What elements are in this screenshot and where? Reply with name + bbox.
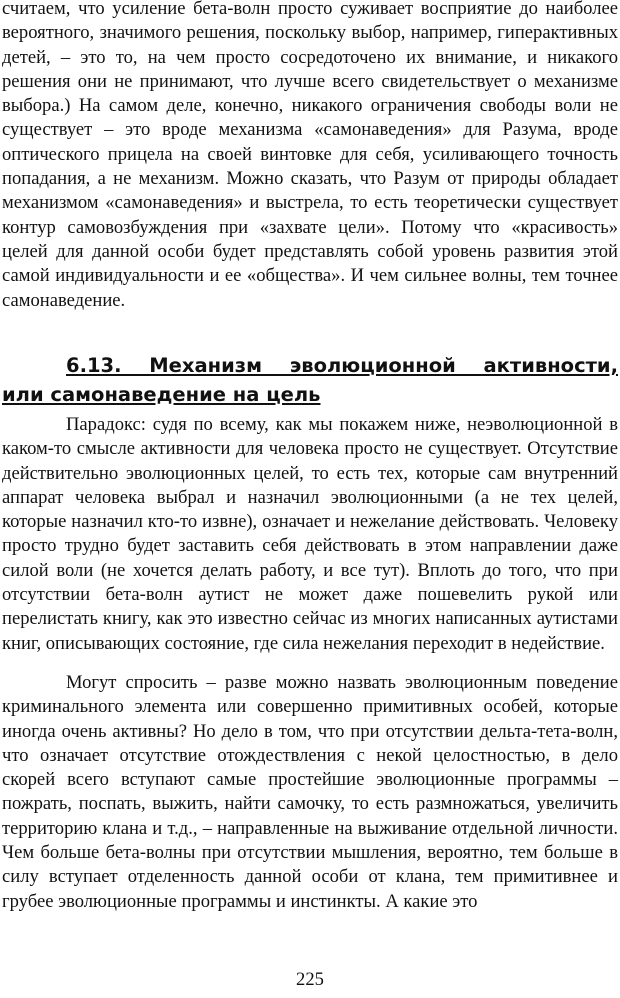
paragraph-intro: считаем, что усиление бета-волн просто суживает восприятие до наиболее вероятного, значимого решения, поскольку выбор, например, гиперактивных детей, – это то, на чем просто сосредоточено их внимание, и никакого решения они не принимают, что лучше всего свидетельствует о механизме выбора.) На самом деле, конечно, никакого ограничения свободы воли не существует – это вроде механизма «самонаведения» для Разума, вроде оптического прицела на своей винтовке для себя, усиливающего точность попадания, а не механизм. Можно сказать, что Разум от природы обладает механизмом «самонаведения» и выстрела, то есть теоретически существует контур самовозбуждения при «захвате цели». Потому что «красивость» целей для данной особи будет представлять собой уровень развития этой самой индивидуальности и ее «общества». И чем сильнее волны, тем точнее самонаведение. (2, 0, 618, 311)
section-heading (2, 351, 618, 409)
page-number: 225 (296, 969, 324, 990)
section-heading-line-1: 6.13. Механизм эволюционной активности, (66, 354, 618, 377)
paragraph-paradox: Парадокс: судя по всему, как мы покажем ниже, неэволюционной в каком-то смысле активности для человека просто не существует. Отсутствие действительно эволюционных целей, то есть тех, которые сам внутренний аппарат человека выбрал и назначил эволюционными (а не тех целей, которые назначил кто-то извне), означает и нежелание действовать. Человеку просто трудно будет заставить себя действовать в этом направлении даже силой воли (не хочется делать работу, и все тут). Вплоть до того, что при отсутствии бета-волн аутист не может даже пошевелить рукой или перелистать книгу, как это известно сейчас из многих написанных аутистами книг, описывающих состояние, где сила нежелания переходит в недействие. (2, 414, 618, 654)
paragraph-question: Могут спросить – разве можно назвать эволюционным поведение криминального элемента или совершенно примитивных особей, которые иногда очень активны? Но дело в том, что при отсутствии дельта-тета-волн, что означает отсутствие отождествления с некой целостностью, в дело скорей всего вступают самые простейшие эволюционные программы – пожрать, поспать, выжить, найти самочку, то есть размножаться, увеличить территорию клана и т.д., – направленные на выживание отдельной личности. Чем больше бета-волны при отсутствии мышления, вероятно, тем больше в силу вступает отделенность данной особи от клана, тем примитивнее и грубее эволюционные программы и инстинкты. А какие это (2, 672, 618, 912)
section-heading-line-2: или самонаведение на цель (2, 383, 321, 406)
